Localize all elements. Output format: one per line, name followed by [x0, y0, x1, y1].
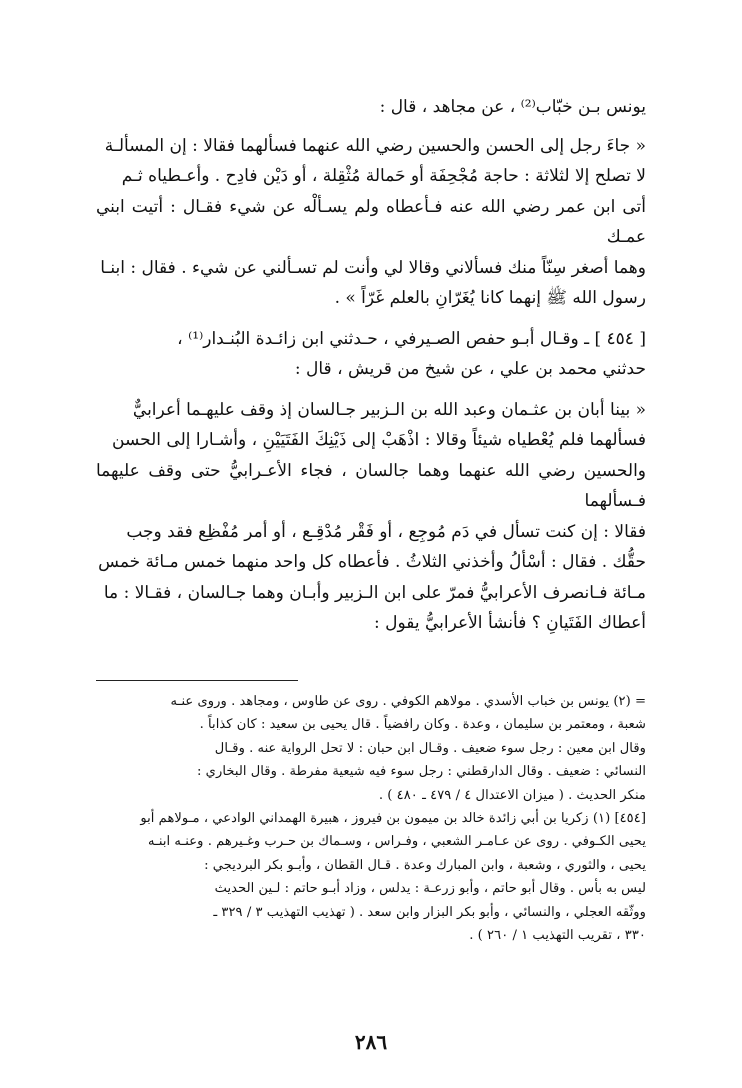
- footnote-line: يحيى الكـوفي . روى عن عـامـر الشعبي ، وفـراس ، وسـماك بن حـرب وغـيرهم . وعنـه ابنـه: [147, 834, 646, 850]
- footnotes: [96, 690, 646, 947]
- footnote-line: منكر الحديث . ( ميزان الاعتدال ٤ / ٤٧٩ ـ ٤٨٠ ) .: [378, 787, 646, 803]
- main-line: [ ٤٥٤ ] ـ وقـال أبـو حفص الصـيرفي ، حـدثني ابن زائـدة البُنـدار⁽¹⁾ ،: [177, 328, 646, 349]
- main-line: لا تصلح إلا لثلاثة : حاجة مُجْحِفَة أو حَمالة مُثْقِلة ، أو دَيْن فادِح . وأعـطياه ثـم: [121, 166, 646, 186]
- footnote-line: ليس به بأس . وقال أبو حاتم ، وأبو زرعـة : يدلس ، وزاد أبـو حاتم : لـين الحديث: [214, 881, 646, 897]
- main-line: فسألهما فلم يُعْطياه شيئاً وقالا : اذْهَبْ إلى ذَيْنِكَ الفَتَيَيْنِ ، وأشـارا إلى الحسن: [112, 430, 646, 450]
- footnote-text: يونس بن خباب الأسدي . مولاهم الكوفي . روى عن طاوس ، ومجاهد . وروى عنـه: [170, 694, 610, 709]
- footnote-separator: [96, 680, 298, 681]
- footnote-line: النسائي : ضعيف . وقال الدارقطني : رجل سوء فيه شيعية مفرطة . وقال البخاري :: [197, 764, 646, 780]
- main-line: أتى ابن عمر رضي الله عنه فـأعطاه ولم يسـألْه عن شيء فقـال : أتيت ابني عمـك: [96, 196, 646, 247]
- main-line: أعطاك الفَتَيانِ ؟ فأنشأ الأعرابيُّ يقول :: [373, 613, 646, 633]
- footnote-text: زكريا بن أبي زائدة خالد بن ميمون بن فيروز ، هبيرة الهمداني الوادعي ، مـولاهم أبو: [140, 811, 589, 827]
- footnote-line: ٣٣٠ ، تقريب التهذيب ١ / ٢٦٠ ) .: [469, 928, 646, 944]
- main-line: والحسين رضي الله عنهما وهما جالسان ، فجاء الأعـرابيُّ حتى وقف عليهما فـسألهما: [96, 460, 646, 511]
- main-text: [96, 92, 646, 639]
- footnote-line: شعبة ، ومعتمر بن سليمان ، وعدة . وكان رافضياً . قال يحيى بن سعيد : كان كذاباً .: [199, 717, 646, 733]
- main-line: رسول الله ﷺ إنهما كانا يُغَرّانِ بالعلم غَرّاً » .: [334, 288, 646, 308]
- footnote-line: يحيى ، والثوري ، وشعبة ، وابن المبارك وعدة . قـال القطان ، وأبـو بكر البرديجي :: [204, 857, 646, 873]
- main-line: حدثني محمد بن علي ، عن شيخ من قريش ، قال :: [294, 359, 646, 379]
- main-line: « جاءَ رجل إلى الحسن والحسين رضي الله عنهما فسألهما فقالا : إن المسألـة: [104, 135, 646, 156]
- main-line: « بينا أبان بن عثـمان وعبد الله بن الـزبير جـالسان إذ وقف عليهـما أعرابيٌّ: [132, 399, 646, 420]
- footnote-marker: = (٢): [613, 694, 646, 709]
- footnote-line: [96, 807, 646, 830]
- main-line: وهما أصغر سِنّاً منك فسألاني وقالا لي وأنت لم تسـألني عن شيء . فقال : ابنـا: [100, 257, 646, 278]
- main-line: مـائة فـانصرف الأعرابيُّ فمرّ على ابن الـزبير وأبـان وهما جـالسان ، فقـالا : ما: [103, 582, 646, 603]
- main-line: فقالا : إن كنت تسأل في دَم مُوجِع ، أو فَقْر مُدْقِـع ، أو أمر مُفْظِع فقد وجب: [126, 521, 646, 542]
- footnote-marker: [٤٥٤] (١): [592, 811, 646, 827]
- main-line: حقُّك . فقال : أسْألُ وأخذني الثلاثُ . فأعطاه كل واحد منهما خمس مـائة خمس: [98, 552, 646, 572]
- footnote-line: [96, 690, 646, 713]
- footnote-line: ووثّقه العجلي ، والنسائي ، وأبو بكر البزار وابن سعد . ( تهذيب التهذيب ٣ / ٣٢٩ ـ: [213, 904, 646, 920]
- main-line: يونس بـن خبّاب⁽²⁾ ، عن مجاهد ، قال :: [379, 97, 646, 117]
- page-number: ٢٨٦: [354, 1030, 388, 1054]
- footnote-line: وقال ابن معين : رجل سوء ضعيف . وقـال ابن حبان : لا تحل الرواية عنه . وقـال: [214, 740, 646, 756]
